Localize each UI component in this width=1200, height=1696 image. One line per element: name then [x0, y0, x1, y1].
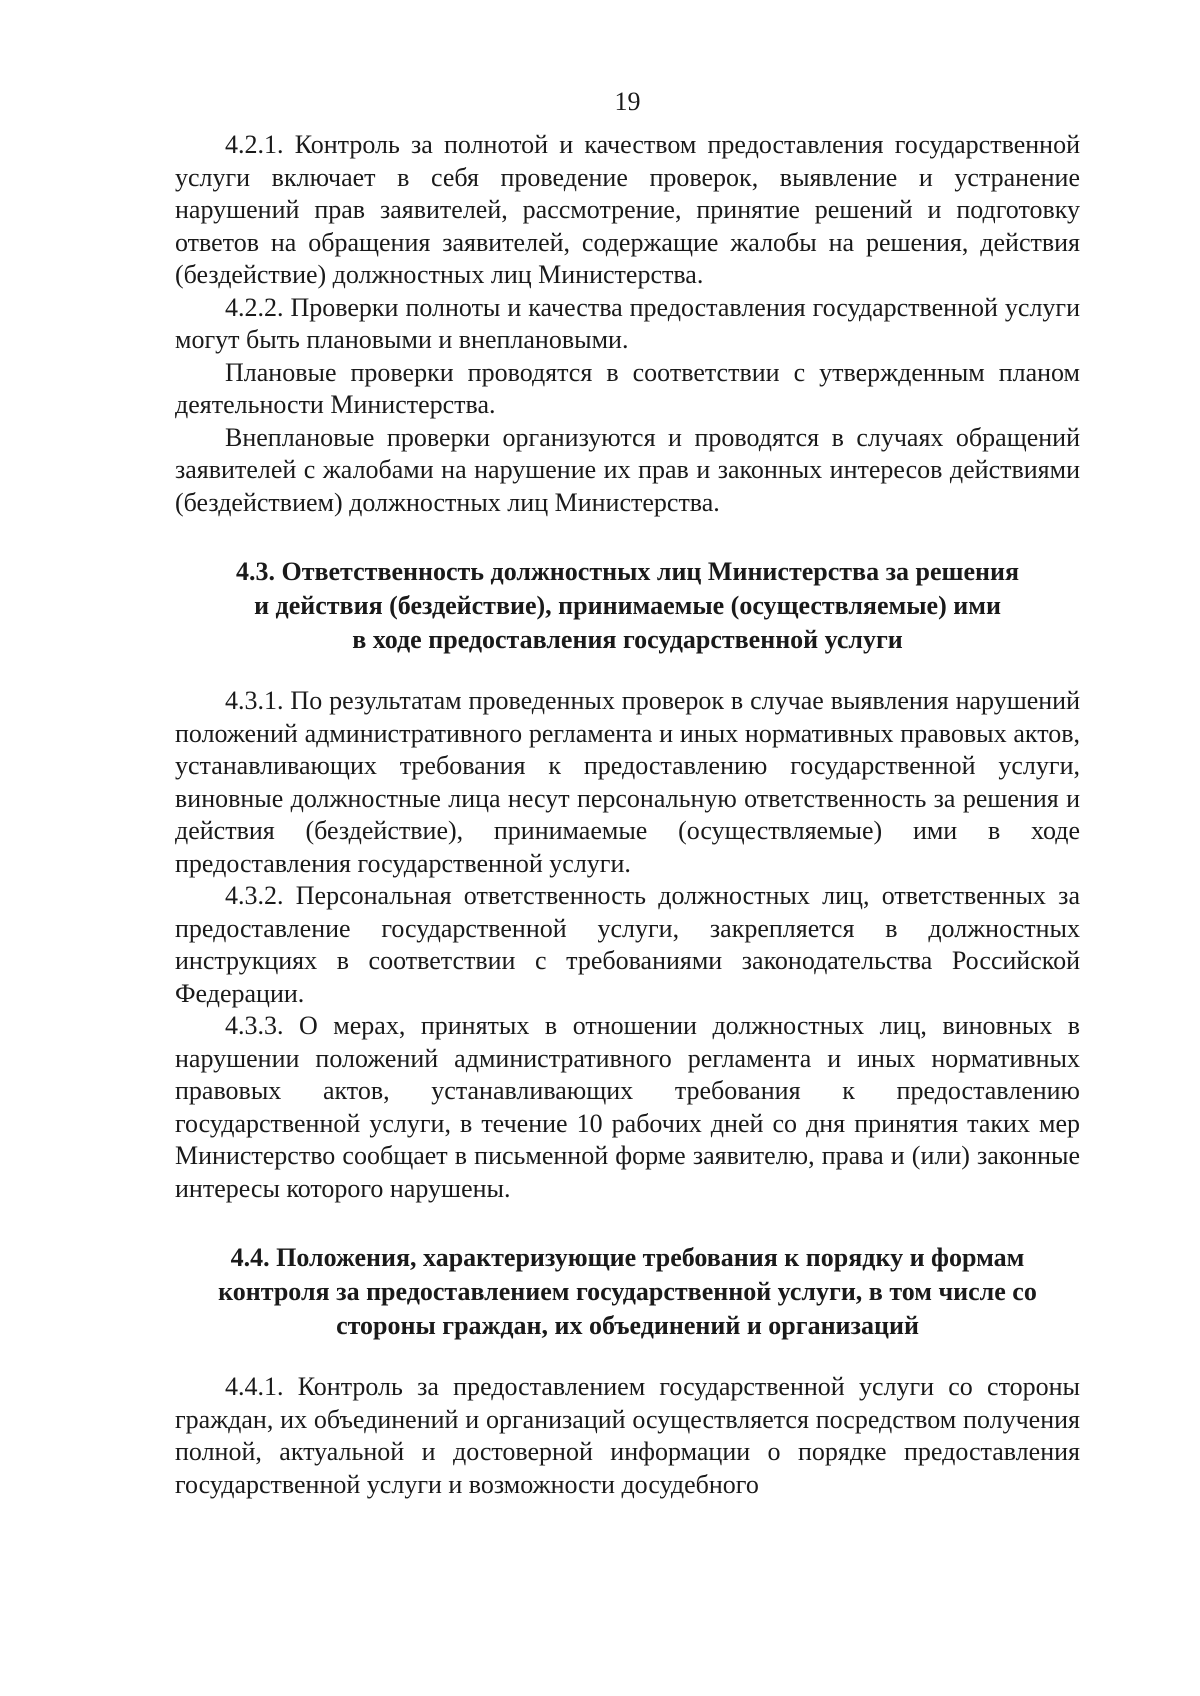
- section-4-4: [175, 1241, 1080, 1501]
- section-4-3: [175, 555, 1080, 1205]
- paragraph-unplanned-checks: Внеплановые проверки организуются и проводятся в случаях обращений заявителей с жалобами на нарушение их прав и законных интересов действиями (бездействием) должностных лиц Министерства.: [175, 422, 1080, 517]
- paragraph-4-3-2: 4.3.2. Персональная ответственность должностных лиц, ответственных за предоставление государственной услуги, закрепляется в должностных инструкциях в соответствии с требованиями законодательства Российской Федерации.: [175, 881, 1080, 1008]
- paragraph-4-2-1: 4.2.1. Контроль за полнотой и качеством предоставления государственной услуги включает в себя проведение проверок, выявление и устранение нарушений прав заявителей, рассмотрение, принятие решений и подготовку ответов на обращения заявителей, содержащие жалобы на решения, действия (бездействие) должностных лиц Министерства.: [175, 130, 1080, 289]
- section-4-2: [175, 129, 1080, 519]
- document-page: [175, 85, 1080, 1501]
- heading-line: 4.3. Ответственность должностных лиц Министерства за решения: [235, 557, 1020, 586]
- heading-line: стороны граждан, их объединений и организаций: [336, 1311, 919, 1340]
- page-number: 19: [614, 87, 641, 116]
- heading-line: в ходе предоставления государственной услуги: [352, 625, 903, 654]
- section-heading-4-3: [175, 555, 1080, 657]
- heading-line: 4.4. Положения, характеризующие требования к порядку и формам: [230, 1243, 1025, 1272]
- paragraph-4-3-1: 4.3.1. По результатам проведенных проверок в случае выявления нарушений положений административного регламента и иных нормативных правовых актов, устанавливающих требования к предоставлению государственной услуги, виновные должностные лица несут персональную ответственность за решения и действия (бездействие), принимаемые (осуществляемые) ими в ходе предоставления государственной услуги.: [175, 686, 1080, 878]
- heading-line: контроля за предоставлением государственной услуги, в том числе со: [218, 1277, 1037, 1306]
- paragraph-4-2-2: 4.2.2. Проверки полноты и качества предоставления государственной услуги могут быть плановыми и внеплановыми.: [175, 292, 1080, 354]
- paragraph-planned-checks: Плановые проверки проводятся в соответствии с утвержденным планом деятельности Министерства.: [175, 357, 1080, 419]
- paragraph-4-4-1: 4.4.1. Контроль за предоставлением государственной услуги со стороны граждан, их объединений и организаций осуществляется посредством получения полной, актуальной и достоверной информации о порядке предоставления государственной услуги и возможности досудебного: [175, 1372, 1080, 1499]
- paragraph-4-3-3: 4.3.3. О мерах, принятых в отношении должностных лиц, виновных в нарушении положений административного регламента и иных нормативных правовых актов, устанавливающих требования к предоставлению государственной услуги, в течение 10 рабочих дней со дня принятия таких мер Министерство сообщает в письменной форме заявителю, права и (или) законные интересы которого нарушены.: [175, 1011, 1080, 1203]
- section-heading-4-4: [175, 1241, 1080, 1343]
- heading-line: и действия (бездействие), принимаемые (осуществляемые) ими: [254, 591, 1001, 620]
